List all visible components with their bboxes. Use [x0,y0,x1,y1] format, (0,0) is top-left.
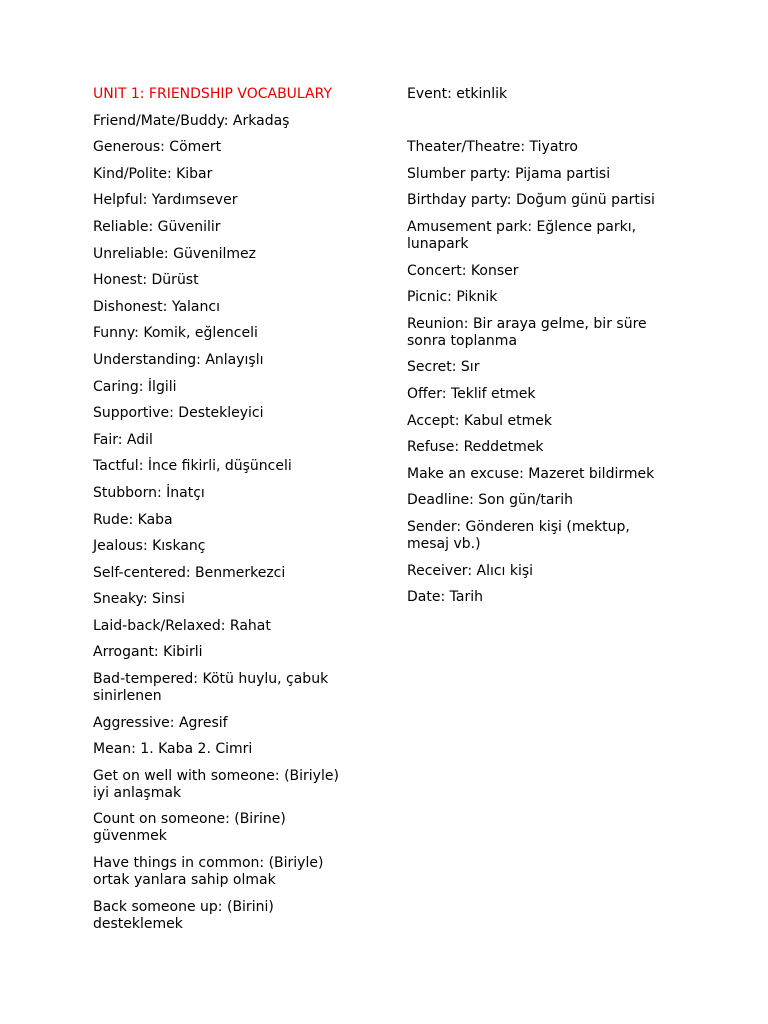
vocab-entry: Make an excuse: Mazeret bildirmek [407,465,655,482]
vocab-entry: Sender: Gönderen kişi (mektup, mesaj vb.) [407,518,630,552]
vocab-entry: Amusement park: Eğlence parkı, lunapark [407,218,637,252]
vocab-entry: Honest: Dürüst [93,272,199,289]
vocab-entry: Deadline: Son gün/tarih [407,492,574,509]
vocab-entry: Self-centered: Benmerkezci [93,564,286,581]
vocab-entry: Generous: Cömert [93,139,222,156]
vocab-entry: Aggressive: Agresif [93,714,228,731]
vocab-entry: Sneaky: Sinsi [93,591,185,608]
vocab-entry: Caring: İlgili [93,378,177,395]
vocab-entry: Kind/Polite: Kibar [93,165,213,182]
vocab-entry: Get on well with someone: (Biriyle) iyi anlaşmak [93,767,339,801]
vocab-entry: Concert: Konser [407,262,519,279]
vocab-entry: Slumber party: Pijama partisi [407,165,611,182]
vocab-entry: Back someone up: (Birini) desteklemek [93,898,274,932]
vocab-entry: Theater/Theatre: Tiyatro [407,139,578,156]
vocab-entry: Count on someone: (Birine) güvenmek [93,811,286,845]
document-title: UNIT 1: FRIENDSHIP VOCABULARY [93,86,333,102]
vocab-entry: Jealous: Kıskanç [93,538,206,555]
vocab-entry: Funny: Komik, eğlenceli [93,325,258,342]
vocab-entry: Reliable: Güvenilir [93,218,221,235]
vocab-entry: Mean: 1. Kaba 2. Cimri [93,741,253,758]
vocab-entry: Supportive: Destekleyici [93,405,264,422]
vocab-entry: Arrogant: Kibirli [93,644,203,661]
vocab-entry: Understanding: Anlayışlı [93,351,264,368]
vocab-entry: Receiver: Alıcı kişi [407,562,534,579]
vocab-entry: Date: Tarih [407,589,483,606]
blank-line [407,113,667,140]
vocab-entry: Have things in common: (Biriyle) ortak yanlara sahip olmak [93,855,324,889]
vocab-entry: Picnic: Piknik [407,289,498,306]
vocab-entry: Helpful: Yardımsever [93,192,238,209]
vocab-entry: Event: etkinlik [407,86,508,102]
vocab-entry: Reunion: Bir araya gelme, bir süre sonra toplanma [407,315,647,349]
left-column [93,86,353,942]
vocab-entry: Birthday party: Doğum günü partisi [407,192,655,209]
vocab-entry: Bad-tempered: Kötü huylu, çabuk sinirlenen [93,671,329,705]
vocab-entry: Secret: Sır [407,359,480,376]
vocab-entry: Unreliable: Güvenilmez [93,245,256,262]
vocab-entry: Friend/Mate/Buddy: Arkadaş [93,112,290,129]
vocab-entry: Offer: Teklif etmek [407,385,536,402]
vocab-entry: Refuse: Reddetmek [407,439,544,456]
vocab-entry: Rude: Kaba [93,511,173,528]
vocab-entry: Fair: Adil [93,431,153,448]
vocab-entry: Stubborn: İnatçı [93,484,205,501]
vocab-entry: Laid-back/Relaxed: Rahat [93,617,271,634]
vocab-entry: Accept: Kabul etmek [407,412,552,429]
vocab-entry: Dishonest: Yalancı [93,298,220,315]
vocab-entry: Tactful: İnce fikirli, düşünceli [93,458,292,475]
right-column [407,86,667,616]
